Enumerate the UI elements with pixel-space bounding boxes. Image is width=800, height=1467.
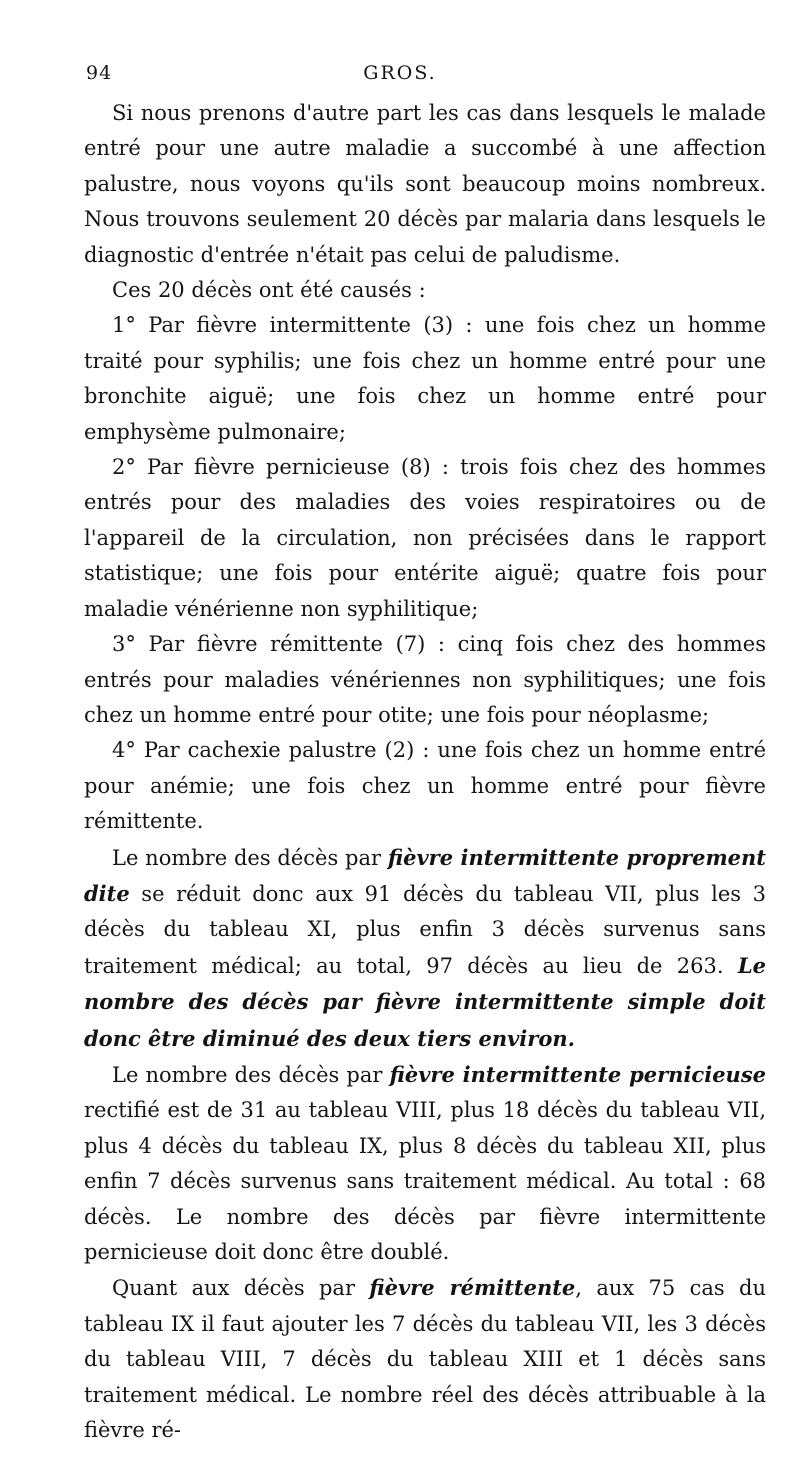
body-text [84, 96, 766, 1448]
text-run: Le nombre des décès par [112, 845, 388, 870]
paragraph-item-4: 4° Par cachexie palustre (2) : une fois chez un homme entré pour anémie; une fois chez un homme entré pour fièvre rémittente. [84, 738, 766, 834]
emphasis-term: fièvre rémittente [369, 1275, 576, 1301]
paragraph-remittent [84, 1270, 766, 1448]
page-header [0, 62, 800, 92]
running-head: GROS. [363, 62, 437, 84]
text-run: , aux 75 cas du tableau IX il faut ajouter les 7 décès du tableau VII, les 3 décès du tableau VIII, 7 décès du tableau XIII et 1 décès sans traitement médical. Le nombre réel des décès attribuable à la fièvre ré- [84, 1276, 766, 1443]
text-run: se réduit donc aux 91 décès du tableau VII, plus les 3 décès du tableau XI, plus enfin 3 décès survenus sans traitement médical; au total, 97 décès au lieu de 263. [84, 881, 766, 978]
paragraph-item-3: 3° Par fièvre rémittente (7) : cinq fois chez des hommes entrés pour maladies vénériennes non syphilitiques; une fois chez un homme entré pour otite; une fois pour néoplasme; [84, 632, 766, 727]
text-run: Quant aux décès par [112, 1276, 370, 1301]
paragraph-intermittent [84, 840, 766, 1057]
emphasis-term: fièvre intermittente proprement dite [84, 844, 766, 906]
paragraph-item-2: 2° Par fièvre pernicieuse (8) : trois fois chez des hommes entrés pour des maladies des voies respiratoires ou de l'appareil de la circulation, non précisées dans le rapport statistique; une fois pour entérite aiguë; quatre fois pour maladie vénérienne non syphilitique; [84, 455, 766, 621]
paragraph-intro: Si nous prenons d'autre part les cas dans lesquels le malade entré pour une autre maladie a succombé à une affection palustre, nous voyons qu'ils sont beaucoup moins nombreux. Nous trouvons seulement 20 décès par malaria dans lesquels le diagnostic d'entrée n'était pas celui de paludisme. [84, 101, 766, 267]
paragraph-item-1: 1° Par fièvre intermittente (3) : une fois chez un homme traité pour syphilis; une fois chez un homme entré pour une bronchite aiguë; une fois chez un homme entré pour emphysème pulmonaire; [84, 313, 766, 444]
paragraph-causes: Ces 20 décès ont été causés : [112, 278, 426, 303]
emphasis-term: fièvre intermittente pernicieuse [389, 1061, 767, 1087]
emphasis-conclusion: Le nombre des décès par fièvre intermittente simple doit donc être diminué des deux tiers environ. [84, 952, 766, 1051]
paragraph-pernicious [84, 1057, 766, 1270]
page-number: 94 [86, 62, 113, 84]
text-run: Le nombre des décès par [112, 1062, 390, 1087]
text-run: rectifié est de 31 au tableau VIII, plus 18 décès du tableau VII, plus 4 décès du tableau IX, plus 8 décès du tableau XII, plus enfin 7 décès survenus sans traitement médical. Au total : 68 décès. Le nombre des décès par fièvre intermittente pernicieuse doit donc être doublé. [84, 1098, 766, 1264]
